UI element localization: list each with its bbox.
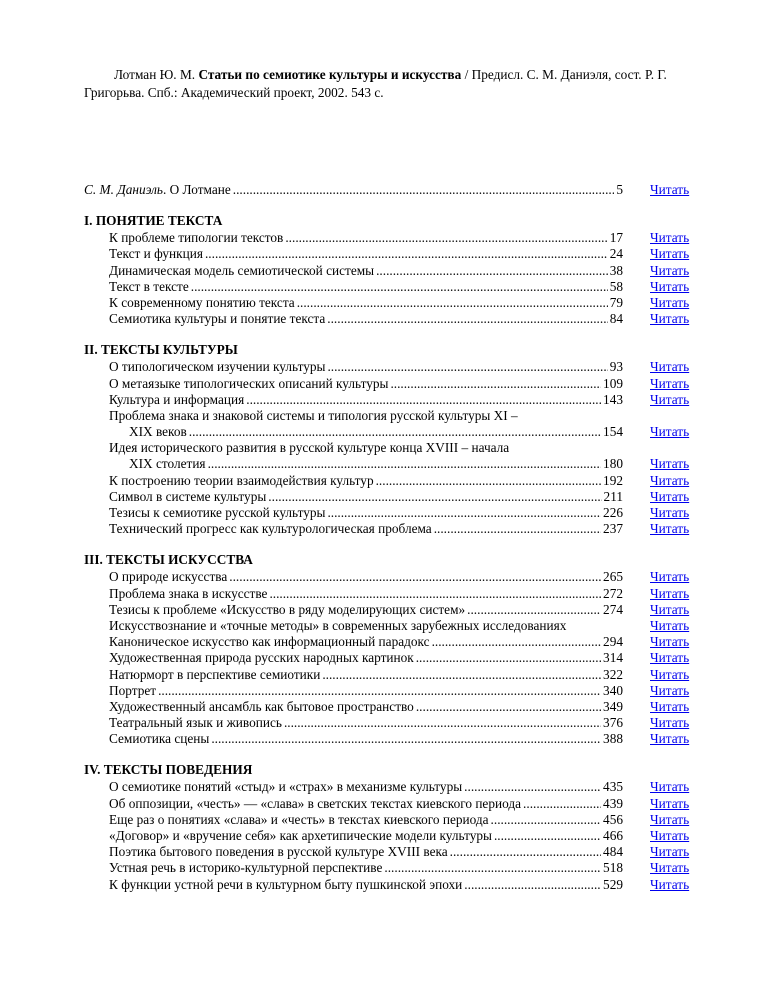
read-link[interactable]: Читать [650,698,690,714]
page-number: 265 [603,569,623,585]
toc-entry [84,263,704,279]
leader-dots [229,569,601,585]
section-heading: II. ТЕКСТЫ КУЛЬТУРЫ [84,342,238,358]
page-number: 274 [603,601,623,617]
entry-title: Натюрморт в перспективе семиотики [109,666,321,682]
book-author: Лотман Ю. М. [114,67,196,82]
page-number: 376 [603,715,623,731]
entry-title: О семиотике понятий «стыд» и «страх» в механизме культуры [109,779,463,795]
page-number: 484 [603,844,623,860]
leader-dots [450,844,601,860]
read-link[interactable]: Читать [650,876,690,892]
toc-entry [84,650,704,666]
entry-title: О природе искусства [109,569,228,585]
read-link[interactable]: Читать [650,488,690,504]
read-link[interactable]: Читать [650,246,690,262]
page-number: 24 [609,246,623,262]
entry-title: К функции устной речи в культурном быту пушкинской эпохи [109,876,463,892]
entry-title: Театральный язык и живопись [109,715,282,731]
page-number: 314 [603,650,623,666]
leader-dots [390,376,601,392]
book-title: Статьи по семиотике культуры и искусства [198,67,462,82]
entry-title: Портрет [109,682,157,698]
leader-dots [464,877,601,893]
page-number: 529 [603,876,623,892]
leader-dots [434,521,601,537]
entry-title: Устная речь в историко-культурной перспективе [109,860,383,876]
leader-dots [464,779,601,795]
entry-title: Текст и функция [109,246,203,262]
toc-entry [84,828,704,844]
leader-dots [284,715,601,731]
toc-entry [84,634,704,650]
read-link[interactable]: Читать [650,731,690,747]
leader-dots [158,683,601,699]
page-number: 456 [603,811,623,827]
section-heading: IV. ТЕКСТЫ ПОВЕДЕНИЯ [84,762,253,778]
page-number: 17 [609,230,623,246]
read-link[interactable]: Читать [650,601,690,617]
toc-entry-first-line [84,440,704,456]
entry-title: Проблема знака в искусстве [109,585,268,601]
entry-title: К проблеме типологии текстов [109,230,284,246]
toc-entry-first-line [84,408,704,424]
toc-entry [84,376,704,392]
leader-dots [416,650,601,666]
book-publication-info: / Предисл. С. М. Даниэля, сост. Р. Г. Григорьва. Спб.: Академический проект, 2002. 543 с. [84,67,667,100]
leader-dots [327,311,607,327]
toc-entry [84,295,704,311]
read-link[interactable]: Читать [650,359,690,375]
read-link[interactable]: Читать [650,472,690,488]
toc-entry [84,392,704,408]
leader-dots [189,424,601,440]
entry-title: Художественный ансамбль как бытовое пространство [109,698,414,714]
leader-dots [523,796,601,812]
entry-title: Поэтика бытового поведения в русской культуре XVIII века [109,844,448,860]
read-link[interactable]: Читать [650,844,690,860]
page-number: 439 [603,795,623,811]
page-number: 435 [603,779,623,795]
toc-entry [84,311,704,327]
toc-entry [84,246,704,262]
page-number: 237 [603,521,623,537]
page-number: 5 [616,182,623,197]
page-number: 518 [603,860,623,876]
page-number: 58 [609,278,623,294]
page-number: 226 [603,505,623,520]
page-number: 38 [609,262,623,278]
read-link[interactable]: Читать [650,666,690,682]
page-number: 143 [603,391,623,407]
leader-dots [246,392,601,408]
entry-title: Символ в системе культуры [109,488,267,504]
page-number: 211 [603,488,623,504]
entry-title: К построению теории взаимодействия культур [109,472,374,488]
entry-title: Тезисы к семиотике русской культуры [109,505,326,520]
entry-title: Семиотика культуры и понятие текста [109,311,326,327]
page-number: 192 [603,472,623,488]
read-link[interactable]: Читать [650,779,690,795]
read-link[interactable]: Читать [650,278,690,294]
toc-entry [84,877,704,893]
page-number: 466 [603,828,623,843]
toc-entry [84,667,704,683]
leader-dots [416,699,601,715]
leader-dots [322,667,601,683]
page-number: 294 [603,634,623,650]
leader-dots [491,812,602,828]
entry-title-continuation: XIX веков [129,424,187,440]
read-link[interactable]: Читать [650,391,690,407]
toc-entry [84,489,704,505]
leader-dots [494,828,601,844]
page-number: 340 [603,682,623,698]
leader-dots [269,586,601,602]
leader-dots [376,263,608,279]
read-link[interactable]: Читать [650,505,690,520]
entry-title: Каноническое искусство как информационный парадокс [109,634,430,650]
read-link[interactable]: Читать [650,521,690,537]
toc-entry [84,618,704,634]
toc-entry [84,844,704,860]
page-number: 322 [603,666,623,682]
toc-entry [84,359,704,375]
section-heading: I. ПОНЯТИЕ ТЕКСТА [84,213,223,229]
read-link[interactable]: Читать [650,456,690,472]
page-number: 349 [603,698,623,714]
preface-title: . О Лотмане [162,182,231,197]
leader-dots [211,731,601,747]
toc-entry [84,569,704,585]
toc-entry [84,683,704,699]
toc-entry [84,699,704,715]
read-link[interactable]: Читать [650,682,690,698]
entry-title: «Договор» и «вручение себя» как архетипические модели культуры [109,828,492,843]
read-link[interactable]: Читать [650,182,690,197]
toc-entry [84,779,704,795]
entry-title: Художественная природа русских народных картинок [109,650,414,666]
read-link[interactable]: Читать [650,262,690,278]
bibliographic-record [84,66,704,102]
leader-dots [327,505,601,521]
entry-title: Тезисы к проблеме «Искусство в ряду моделирующих систем» [109,601,466,617]
entry-title: Идея исторического развития в русской культуре конца XVIII – начала [109,440,510,456]
toc-entry [84,860,704,876]
entry-title: Искусствознание и «точные методы» в современных зарубежных исследованиях [109,617,567,633]
entry-title: К современному понятию текста [109,294,295,310]
leader-dots [467,602,601,618]
leader-dots [297,295,608,311]
read-link[interactable]: Читать [650,715,690,731]
toc-entry [84,521,704,537]
read-link[interactable]: Читать [650,311,690,327]
read-link[interactable]: Читать [650,375,690,391]
toc-entry [84,279,704,295]
read-link[interactable]: Читать [650,795,690,811]
preface-author: С. М. Даниэль [84,182,163,197]
leader-dots [432,634,601,650]
section-heading: III. ТЕКСТЫ ИСКУССТВА [84,552,253,568]
read-link[interactable]: Читать [650,811,690,827]
page-number: 93 [609,359,623,375]
entry-title: Технический прогресс как культурологическая проблема [109,521,432,537]
entry-title: Об оппозиции, «честь» — «слава» в светских текстах киевского периода [109,795,522,811]
toc-entry [84,812,704,828]
toc-entry [84,796,704,812]
toc-entry [84,473,704,489]
read-link[interactable]: Читать [650,860,690,876]
entry-title: Текст в тексте [109,278,189,294]
page-number: 84 [609,311,623,327]
read-link[interactable]: Читать [650,424,690,440]
read-link[interactable]: Читать [650,828,690,843]
page-number: 388 [603,731,623,747]
entry-title: Семиотика сцены [109,731,210,747]
entry-title: Динамическая модель семиотической системы [109,262,375,278]
leader-dots [376,473,601,489]
toc-entry-preface [84,182,704,198]
toc-entry [84,586,704,602]
read-link[interactable]: Читать [650,569,690,585]
read-link[interactable]: Читать [650,585,690,601]
entry-title: Проблема знака и знаковой системы и типология русской культуры XI – [109,407,518,423]
leader-dots [268,489,601,505]
entry-title: Еще раз о понятиях «слава» и «честь» в текстах киевского периода [109,811,489,827]
page-number: 272 [603,585,623,601]
toc-entry [84,230,704,246]
leader-dots [327,359,607,375]
page-number: 154 [603,424,623,440]
read-link[interactable]: Читать [650,634,690,650]
page-number: 79 [609,294,623,310]
leader-dots [205,246,608,262]
leader-dots [384,860,601,876]
leader-dots [208,456,601,472]
read-link[interactable]: Читать [650,617,690,633]
read-link[interactable]: Читать [650,230,690,246]
toc-entry [84,602,704,618]
toc-entry [84,505,704,521]
entry-title-continuation: XIX столетия [129,456,206,472]
entry-title: Культура и информация [109,391,245,407]
read-link[interactable]: Читать [650,294,690,310]
toc-entry [84,715,704,731]
table-of-contents [84,182,704,893]
leader-dots [191,279,608,295]
toc-entry [84,456,704,472]
page-number: 180 [603,456,623,472]
read-link[interactable]: Читать [650,650,690,666]
leader-dots [285,230,607,246]
entry-title: О типологическом изучении культуры [109,359,326,375]
toc-entry [84,731,704,747]
page-number: 109 [603,375,623,391]
entry-title: О метаязыке типологических описаний культуры [109,375,389,391]
toc-entry [84,424,704,440]
leader-dots [233,182,615,198]
